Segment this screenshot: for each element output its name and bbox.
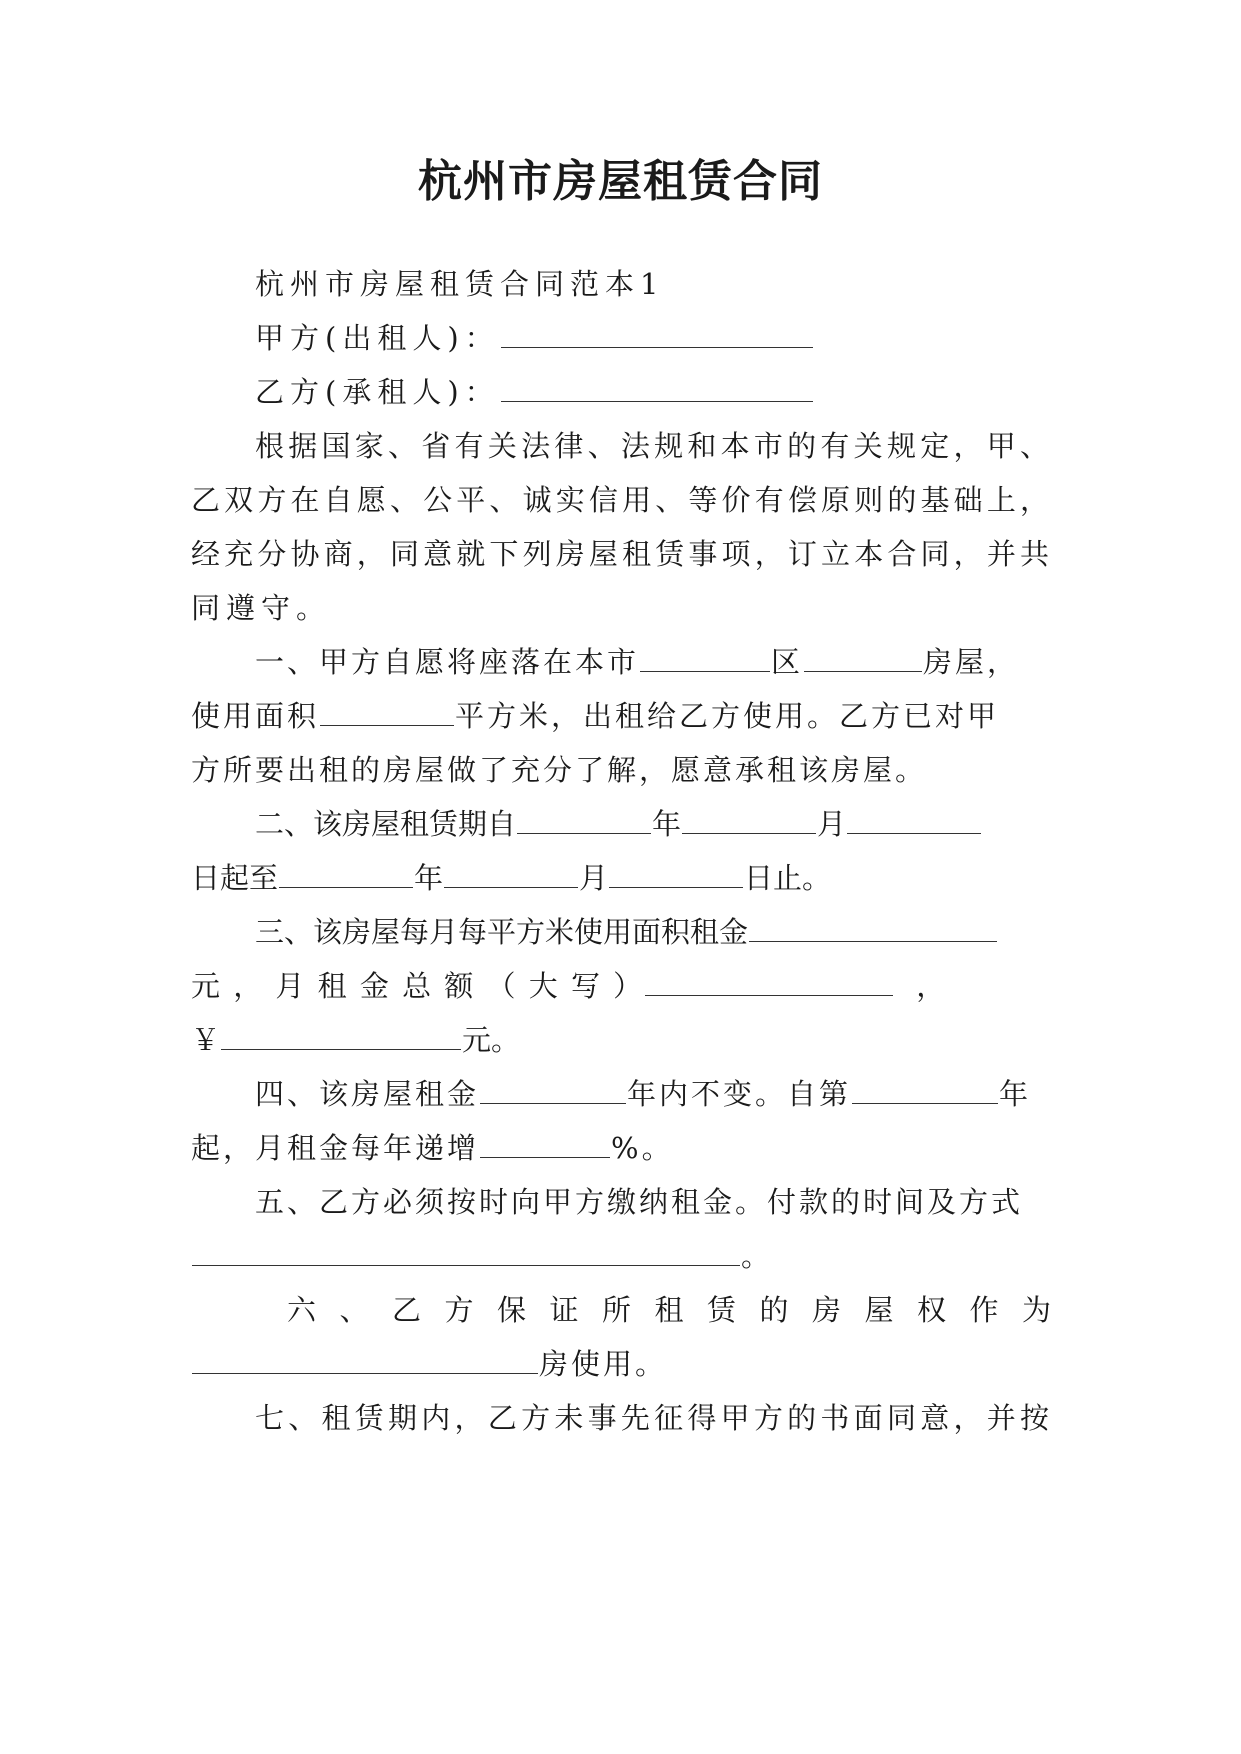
fixed-years-blank[interactable] [480, 1102, 626, 1104]
clause-1-line-2 [191, 688, 1053, 744]
clause-text: ￥ [191, 1023, 221, 1057]
party-a-label: 甲方(出租人)： [255, 321, 500, 355]
clause-text: 四、该房屋租金 [255, 1077, 480, 1111]
clause-text: 房使用。 [539, 1347, 668, 1381]
clause-text: 年 [652, 807, 682, 841]
party-b-line [255, 364, 1053, 420]
clause-text: 日起至 [191, 861, 279, 895]
clause-2-line-1 [255, 796, 1053, 852]
clause-6-line-2 [191, 1336, 1053, 1392]
start-year-blank[interactable] [517, 832, 651, 834]
payment-method-blank[interactable] [192, 1264, 740, 1266]
end-month-blank[interactable] [444, 886, 578, 888]
clause-3-line-3 [191, 1012, 1053, 1068]
start-month-blank[interactable] [682, 832, 816, 834]
clause-text: 房屋， [923, 645, 1020, 679]
usage-blank[interactable] [192, 1372, 538, 1374]
clause-text: 使用面积 [191, 699, 320, 733]
area-blank[interactable] [320, 724, 454, 726]
end-year-blank[interactable] [279, 886, 413, 888]
clause-4-line-2 [191, 1120, 1053, 1176]
clause-text: 区 [771, 645, 804, 679]
party-b-blank[interactable] [501, 400, 813, 402]
clause-text: 二、该房屋租赁期自 [255, 807, 517, 841]
clause-text: 日止。 [744, 861, 832, 895]
clause-1-line-3: 方所要出租的房屋做了充分了解，愿意承租该房屋。 [191, 753, 928, 787]
clause-text: 年内不变。自第 [627, 1077, 852, 1111]
clause-text: 年 [414, 861, 444, 895]
party-b-label: 乙方(承租人)： [255, 375, 500, 409]
clause-text: 平方米，出租给乙方使用。乙方已对甲 [455, 699, 1000, 733]
clause-7-line-1: 七、租赁期内，乙方未事先征得甲方的书面同意，并按 [255, 1401, 1053, 1435]
clause-text: 起，月租金每年递增 [191, 1131, 480, 1165]
clause-5-line-2 [191, 1228, 1053, 1284]
clause-text: %。 [611, 1131, 674, 1165]
clause-text: 三、该房屋每月每平方米使用面积租金 [255, 915, 749, 949]
intro-line: 根据国家、省有关法律、法规和本市的有关规定，甲、 [255, 429, 1053, 463]
rent-total-amount-blank[interactable] [221, 1048, 461, 1050]
district-blank[interactable] [804, 670, 922, 672]
clause-text: 月 [579, 861, 609, 895]
party-a-blank[interactable] [501, 346, 813, 348]
clause-text: 年 [999, 1077, 1032, 1111]
clause-4-line-1 [255, 1066, 1053, 1122]
clause-text: 元。 [462, 1023, 521, 1057]
clause-text: 。 [741, 1239, 771, 1273]
intro-line: 同遵守。 [191, 591, 332, 625]
increase-start-year-blank[interactable] [852, 1102, 998, 1104]
clause-2-line-2 [191, 850, 1053, 906]
document-title: 杭州市房屋租赁合同 [418, 156, 823, 207]
intro-line: 乙双方在自愿、公平、诚实信用、等价有偿原则的基础上， [191, 483, 1053, 517]
clause-text: ， [916, 969, 948, 1003]
party-a-line [255, 310, 1053, 366]
increase-percent-blank[interactable] [480, 1156, 610, 1158]
clause-1-line-1 [255, 634, 1053, 690]
rent-total-words-blank[interactable] [645, 994, 893, 996]
clause-3-line-1 [255, 904, 1053, 960]
intro-line: 经充分协商，同意就下列房屋租赁事项，订立本合同，并共 [191, 537, 1053, 571]
clause-6-line-1: 六 、 乙 方 保 证 所 租 赁 的 房 屋 权 作 为 [287, 1293, 1053, 1327]
clause-text: 月 [817, 807, 847, 841]
contract-subtitle: 杭州市房屋租赁合同范本1 [255, 267, 665, 301]
city-blank[interactable] [640, 670, 770, 672]
clause-text: 一、甲方自愿将座落在本市 [255, 645, 640, 679]
clause-3-line-2 [191, 958, 1053, 1014]
start-day-blank[interactable] [847, 832, 981, 834]
clause-text: 元 ， 月 租 金 总 额 （ 大 写 ） [191, 969, 645, 1003]
rent-per-sqm-blank[interactable] [749, 940, 997, 942]
end-day-blank[interactable] [609, 886, 743, 888]
clause-5-line-1: 五、乙方必须按时向甲方缴纳租金。付款的时间及方式 [255, 1185, 1024, 1219]
